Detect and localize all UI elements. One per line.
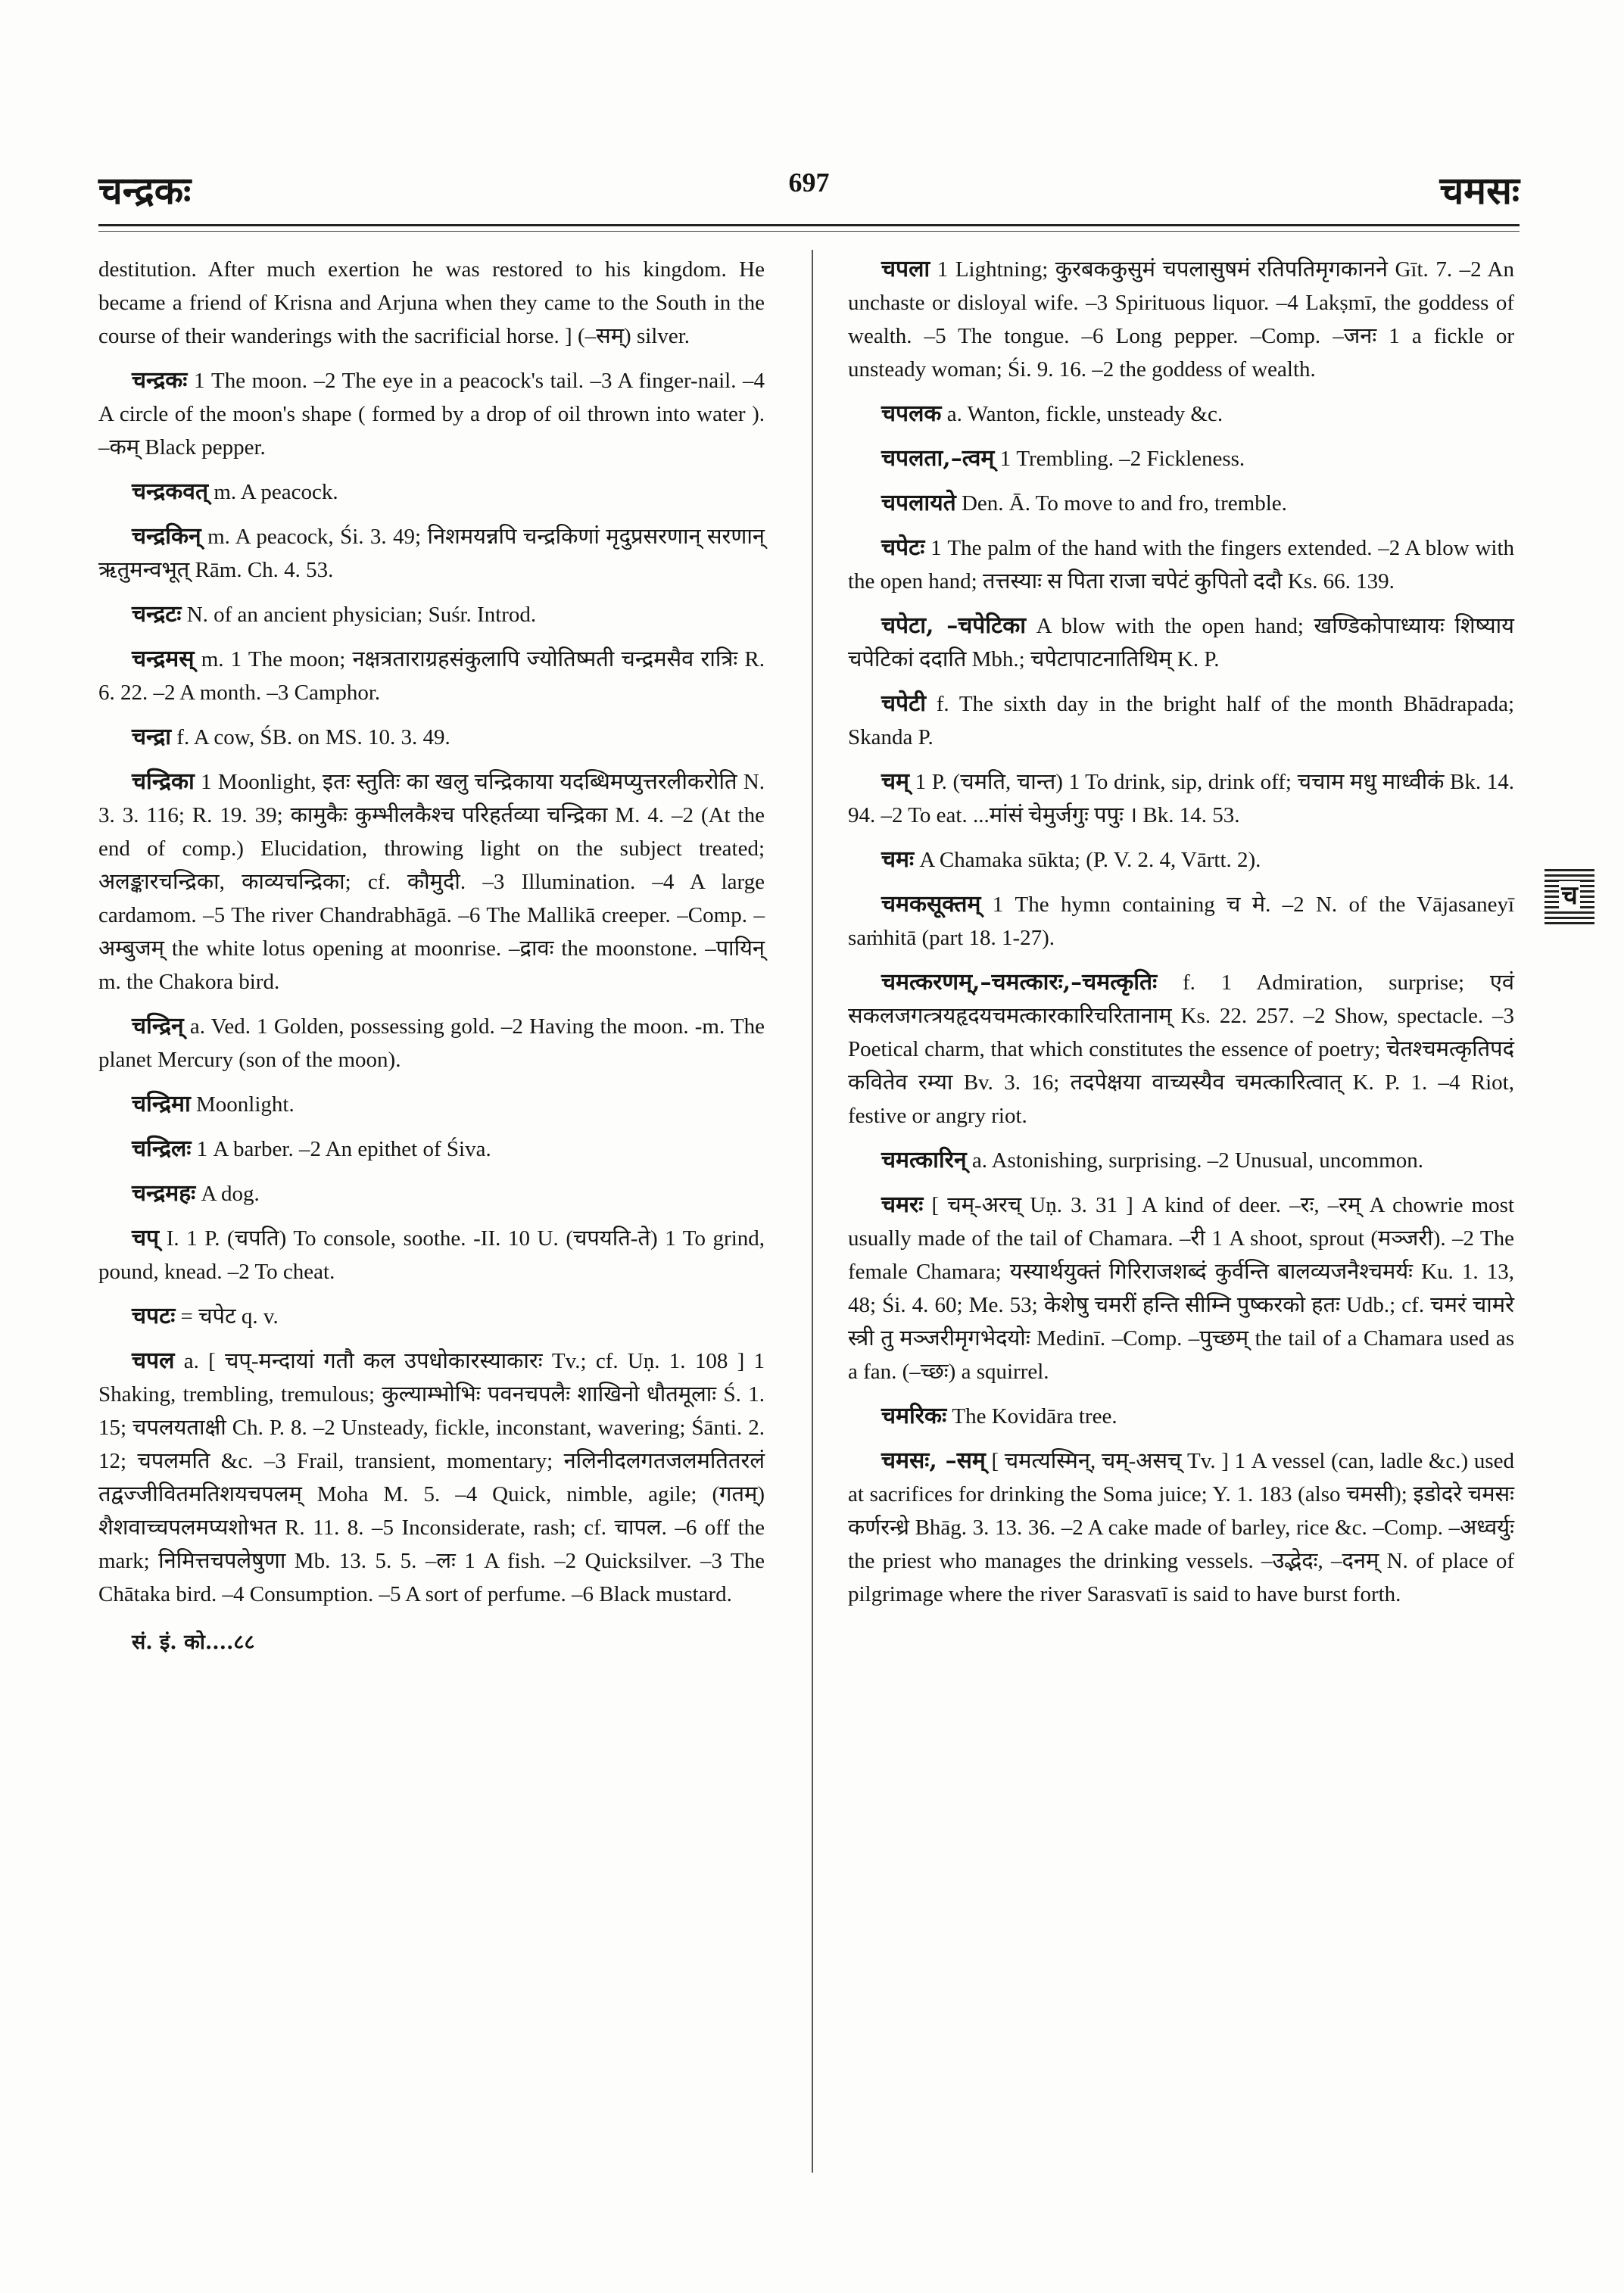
entry-headword: चमत्कारिन् (881, 1147, 967, 1173)
header-rule-thin (98, 231, 1520, 232)
entry-definition: A dog. (201, 1182, 260, 1206)
entry-definition: a. [ चप्-मन्दायां गतौ कल उपधोकारस्याकारः Tv.; cf. Uṇ. 1. 108 ] 1 Shaking, trembling, tremulous; कुल्याम्भोभिः पवनचपलैः शाखिनो धौतमूलाः Ś. 1. 15; चपलयताक्षी Ch. P. 8. –2 Unsteady, fickle, inconstant, wavering; Śānti. 2. 12; चपलमति &c. –3 Frail, transient, momentary; नलिनीदलगतजलमतितरलं तद्वज्जीवितमतिशयचपलम् Moha M. 5. –4 Quick, nimble, agile; (गतम्) शैशवाच्चपलमप्यशोभत R. 11. 8. –5 Inconsiderate, rash; cf. चापल. –6 off the mark; निमित्तचपलेषुणा Mb. 13. 5. 5. –लः 1 A fish. –2 Quicksilver. –3 The Chātaka bird. –4 Consumption. –5 A sort of perfume. –6 Black mustard. (98, 1349, 765, 1606)
entry-definition: 1 The moon. –2 The eye in a peacock's tail. –3 A finger-nail. –4 A circle of the moon's shape ( formed by a drop of oil thrown into water ). –कम् Black pepper. (98, 369, 765, 460)
dictionary-entry (98, 520, 765, 587)
dictionary-entry (848, 843, 1514, 877)
entry-definition: Den. Ā. To move to and fro, tremble. (961, 491, 1287, 516)
dictionary-entry (848, 687, 1514, 754)
dictionary-entry (848, 1189, 1514, 1388)
entry-headword: चन्द्रकः (132, 367, 188, 394)
entry-headword: चप् (132, 1225, 160, 1251)
dictionary-entry (848, 397, 1514, 431)
dictionary-entry (848, 531, 1514, 598)
entry-definition: destitution. After much exertion he was restored to his kingdom. He became a friend of Krisna and Arjuna when they came to the South in the course of their wanderings with the sacrificial horse. ] (–सम्) silver. (98, 257, 765, 348)
entry-definition: 1 Moonlight, इतः स्तुतिः का खलु चन्द्रिकाया यदब्धिमप्युत्तरलीकरोति N. 3. 3. 116; R. 19. 39; कामुकैः कुम्भीलकैश्च परिहर्तव्या चन्द्रिका M. 4. –2 (At the end of comp.) Elucidation, throwing light on the subject treated; अलङ्कारचन्द्रिका, काव्यचन्द्रिका; cf. कौमुदी. –3 Illumination. –4 A large cardamom. –5 The river Chandrabhāgā. –6 The Mallikā creeper. –Comp. –अम्बुजम् the white lotus opening at moonrise. –द्रावः the moonstone. –पायिन् m. the Chakora bird. (98, 770, 765, 994)
entry-headword: चमः (881, 846, 915, 873)
entry-headword: चपलायते (881, 490, 956, 516)
entry-definition: 1 A barber. –2 An epithet of Śiva. (196, 1137, 491, 1161)
thumb-index-letter: च (1559, 881, 1580, 910)
header-rule (98, 224, 1520, 226)
entry-headword: चपल (132, 1347, 175, 1374)
column-divider (812, 250, 813, 2173)
dictionary-entry (98, 643, 765, 709)
entry-definition: 1 P. (चमति, चान्त) 1 To drink, sip, drink off; चचाम मधु माध्वीकं Bk. 14. 94. –2 To eat. ...मांसं चेमुर्जगुः पपुः । Bk. 14. 53. (848, 770, 1515, 827)
entry-headword: चम् (881, 768, 909, 795)
dictionary-entry (98, 253, 765, 353)
dictionary-entry (848, 253, 1514, 386)
page-number: 697 (788, 167, 830, 198)
dictionary-entry (848, 1144, 1514, 1177)
page-header (98, 151, 1520, 221)
entry-definition: 1 Lightning; कुरबककुसुमं चपलासुषमं रतिपतिमृगकानने Gīt. 7. –2 An unchaste or disloyal wife. –3 Spirituous liquor. –4 Lakṣmī, the goddess of wealth. –5 The tongue. –6 Long pepper. –Comp. –जनः 1 a fickle or unsteady woman; Śi. 9. 16. –2 the goddess of wealth. (848, 257, 1515, 382)
dictionary-entry (98, 1010, 765, 1076)
entry-definition: 1 Trembling. –2 Fickleness. (999, 447, 1245, 471)
entry-definition: a. Ved. 1 Golden, possessing gold. –2 Having the moon. -m. The planet Mercury (son of the moon). (98, 1014, 765, 1072)
entry-definition: A blow with the open hand; खण्डिकोपाध्यायः शिष्याय चपेटिकां ददाति Mbh.; चपेटापाटनातिथिम् K. P. (848, 614, 1514, 671)
entry-headword: चपला (881, 256, 930, 282)
entry-headword: चमसः, –सम् (881, 1447, 986, 1474)
dictionary-entry (848, 442, 1514, 475)
entry-definition: f. The sixth day in the bright half of the month Bhādrapada; Skanda P. (848, 692, 1515, 749)
dictionary-entry (98, 1344, 765, 1611)
dictionary-entry (98, 721, 765, 754)
entry-headword: चपेटा, –चपेटिका (881, 612, 1027, 639)
right-guide-word: चमसः (1439, 168, 1520, 213)
entry-definition: Moonlight. (195, 1092, 295, 1117)
entry-headword: चन्द्रकवत् (132, 478, 209, 505)
entry-definition: [ चम्-अरच् Uṇ. 3. 31 ] A kind of deer. –रः, –रम् A chowrie most usually made of the tail of Chamara. –री 1 A shoot, sprout (मञ्जरी). –2 The female Chamara; यस्यार्थयुक्तं गिरिराजशब्दं कुर्वन्ति बालव्यजनैश्चमर्यः Ku. 1. 13, 48; Śi. 4. 60; Me. 53; केशेषु चमरीं हन्ति सीम्नि पुष्करको हतः Udb.; cf. चमरं चामरे स्त्री तु मञ्जरीमृगभेदयोः Medinī. –Comp. –पुच्छम् the tail of a Chamara used as a fan. (–च्छः) a squirrel. (848, 1193, 1515, 1384)
entry-headword: चपेटी (881, 690, 926, 717)
entry-definition: f. A cow, ŚB. on MS. 10. 3. 49. (176, 725, 450, 749)
dictionary-entry (98, 1088, 765, 1121)
entry-headword: चमकसूक्तम् (881, 891, 981, 918)
entry-headword: चन्द्रिन् (132, 1013, 184, 1039)
entry-headword: चन्द्रमस् (132, 646, 195, 672)
entry-definition: = चपेट q. v. (180, 1304, 279, 1329)
entry-definition: 1 The palm of the hand with the fingers extended. –2 A blow with the open hand; तत्तस्याः स पिता राजा चपेटं कुपितो ददौ Ks. 66. 139. (848, 536, 1515, 594)
entry-headword: चमरिकः (881, 1403, 947, 1429)
dictionary-entry (848, 966, 1514, 1132)
dictionary-entry (848, 609, 1514, 676)
entry-definition: I. 1 P. (चपति) To console, soothe. -II. 10 U. (चपयति-ते) 1 To grind, pound, knead. –2 To cheat. (98, 1226, 765, 1284)
thumb-index-tab (1545, 867, 1594, 924)
entry-definition: The Kovidāra tree. (952, 1404, 1117, 1428)
right-column (848, 253, 1514, 1622)
entry-definition: a. Astonishing, surprising. –2 Unusual, uncommon. (971, 1148, 1423, 1173)
entry-headword: चन्द्रमहः (132, 1180, 196, 1207)
entry-headword: चन्द्रिमा (132, 1091, 191, 1117)
entry-definition: m. A peacock. (214, 480, 338, 504)
dictionary-entry (98, 1222, 765, 1288)
dictionary-entry (98, 1132, 765, 1166)
entry-definition: [ चमत्यस्मिन्, चम्-असच् Tv. ] 1 A vessel (can, ladle &c.) used at sacrifices for drinking the Soma juice; Y. 1. 183 (also चमसी); इडोदरे चमसः कर्णरन्ध्रे Bhāg. 3. 13. 36. –2 A cake made of barley, rice &c. –Comp. –अध्वर्युः the priest who manages the drinking vessels. –उद्भेदः, –दनम् N. of place of pilgrimage where the river Sarasvatī is said to have burst forth. (848, 1449, 1514, 1606)
dictionary-entry (98, 1300, 765, 1333)
entry-headword: चपटः (132, 1303, 176, 1329)
dictionary-entry (848, 888, 1514, 955)
entry-definition: 1 The hymn containing च मे. –2 N. of the Vājasaneyī saṁhitā (part 18. 1-27). (848, 893, 1514, 950)
entry-headword: चन्द्रकिन् (132, 523, 201, 550)
dictionary-entry (98, 1177, 765, 1210)
entry-definition: A Chamaka sūkta; (P. V. 2. 4, Vārtt. 2). (919, 848, 1261, 872)
entry-headword: चपेटः (881, 534, 925, 561)
entry-headword: चन्द्रा (132, 724, 172, 750)
dictionary-entry (848, 1400, 1514, 1433)
dictionary-entry (98, 765, 765, 999)
entry-headword: चमत्करणम्,–चमत्कारः,–चमत्कृतिः (881, 969, 1158, 995)
left-guide-word: चन्द्रकः (98, 168, 192, 213)
signature-mark: सं. इं. को....८८ (132, 1631, 255, 1654)
entry-definition: f. 1 Admiration, surprise; एवं सकलजगत्त्रयहृदयचमत्कारकारिचरितानाम् Ks. 22. 257. –2 Show, spectacle. –3 Poetical charm, that which constitutes the essence of poetry; चेतश्चमत्कृतिपदं कवितेव रम्या Bv. 3. 16; तदपेक्षया वाच्यस्यैव चमत्कारित्वात् K. P. 1. –4 Riot, festive or angry riot. (848, 970, 1514, 1128)
entry-headword: चपलक (881, 400, 942, 427)
entry-headword: चन्द्रिका (132, 768, 195, 795)
dictionary-entry (98, 364, 765, 464)
entry-definition: N. of an ancient physician; Suśr. Introd. (186, 603, 537, 627)
entry-headword: चन्द्रिलः (132, 1136, 192, 1162)
dictionary-entry (848, 765, 1514, 832)
entry-definition: a. Wanton, fickle, unsteady &c. (946, 402, 1223, 426)
entry-headword: चमरः (881, 1192, 924, 1218)
entry-definition: m. 1 The moon; नक्षत्रताराग्रहसंकुलापि ज्योतिष्मती चन्द्रमसैव रात्रिः R. 6. 22. –2 A month. –3 Camphor. (98, 647, 765, 705)
dictionary-entry (98, 598, 765, 631)
dictionary-entry (98, 475, 765, 509)
entry-headword: चपलता,–त्वम् (881, 445, 995, 472)
dictionary-entry (848, 487, 1514, 520)
entry-definition: m. A peacock, Śi. 3. 49; निशमयन्नपि चन्द्रकिणां मृदुप्रसरणान् सरणान् ऋतुमन्वभूत् Rām. Ch. 4. 53. (98, 525, 765, 582)
entry-headword: चन्द्रटः (132, 601, 182, 628)
left-column (98, 253, 765, 1659)
dictionary-entry (848, 1444, 1514, 1611)
